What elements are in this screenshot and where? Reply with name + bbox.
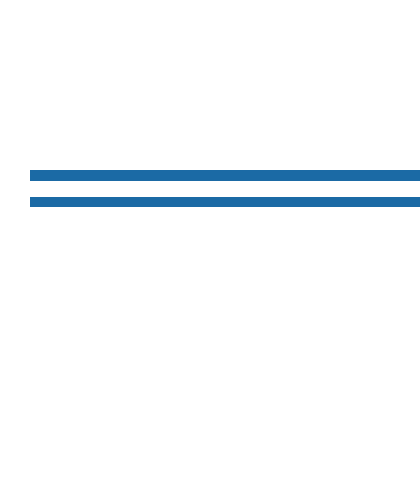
table-header [30, 197, 420, 207]
page-footer [30, 462, 33, 476]
section-title-bar [30, 170, 420, 181]
